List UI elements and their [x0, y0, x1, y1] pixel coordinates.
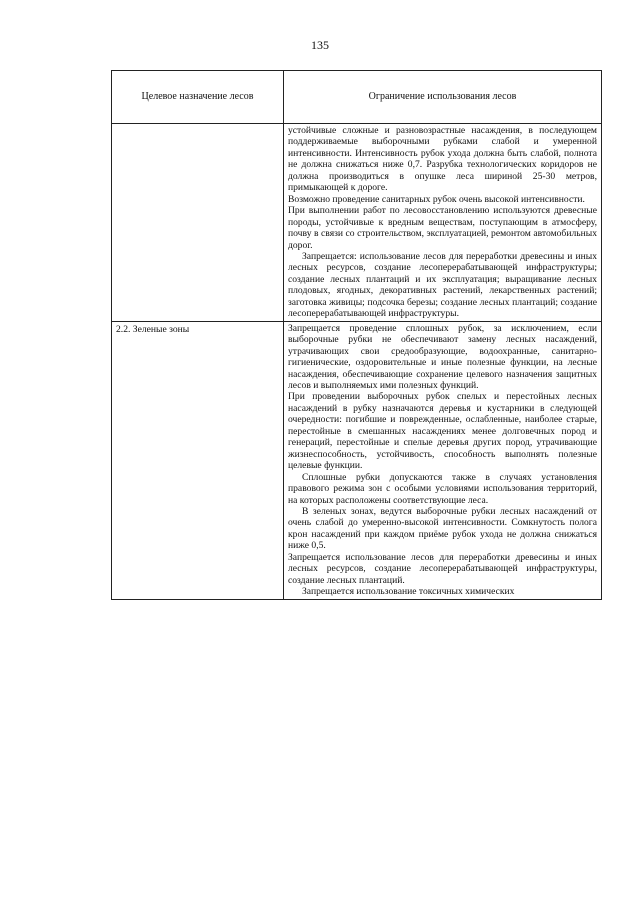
table-row	[112, 321, 602, 599]
forest-restrictions-table	[111, 70, 602, 600]
header-restriction: Ограничение использования лесов	[284, 71, 602, 124]
table-row	[112, 124, 602, 322]
restriction-paragraph: Запрещается: использование лесов для переработки древесины и иных лесных ресурсов, создание лесоперерабатывающей инфраструктуры; создание лесных плантаций и их эксплуатация; выращивание лесных плодовых, ягодных, декоративных растений, лекарственных растений; заготовка живицы; подсочка березы; создание лесных плантаций; создание лесоперерабатывающей инфраструктуры.	[288, 250, 597, 320]
table-header-row	[112, 71, 602, 124]
restriction-cell	[284, 321, 602, 599]
zone-name	[112, 124, 283, 128]
restriction-paragraph: Запрещается использование лесов для переработки древесины и иных лесных ресурсов, создание лесоперерабатывающей инфраструктуры, создание лесных плантаций.	[288, 551, 597, 586]
restriction-paragraph: Запрещается проведение сплошных рубок, за исключением, если выборочные рубки не обеспечивают замену лесных насаждений, утрачивающих свои средообразующие, водоохранные, санитарно-гигиенические, оздоровительные и иные полезные функции, на лесные насаждения, обеспечивающие сохранение целевого назначения защитных лесов и выполняемых ими полезных функций.	[288, 322, 597, 391]
page-number: 135	[311, 38, 329, 52]
zone-cell	[112, 124, 284, 322]
restriction-paragraph: Запрещается использование токсичных химических	[302, 586, 515, 598]
restriction-cell	[284, 124, 602, 322]
restriction-paragraph: Сплошные рубки допускаются также в случаях установления правового режима зон с особыми условиями использования территорий, на которых расположены соответствующие леса.	[288, 471, 597, 506]
restriction-paragraph: Возможно проведение санитарных рубок очень высокой интенсивности.	[288, 193, 585, 205]
restriction-paragraph: При выполнении работ по лесовосстановлению используются древесные породы, устойчивые к вредным веществам, поступающим в атмосферу, почву в связи со строительством, эксплуатацией, ремонтом автомобильных дорог.	[288, 205, 597, 251]
header-purpose: Целевое назначение лесов	[112, 71, 284, 124]
restriction-paragraph: При проведении выборочных рубок спелых и перестойных лесных насаждений в рубку назначаются деревья и кустарники в следующей очередности: погибшие и поврежденные, ослабленные, наиболее старые, перестойные в смешанных насаждениях менее долговечных пород и генераций, перестойные и спелые деревья других пород, утрачивающие жизнеспособность, устойчивость, способность выполнять полезные целевые функции.	[288, 391, 597, 472]
restriction-paragraph: В зеленых зонах, ведутся выборочные рубки лесных насаждений от очень слабой до умеренно-высокой интенсивности. Сомкнутость полога крон насаждений при каждом приёме рубок ухода не должна снижаться ниже 0,5.	[288, 505, 597, 552]
restriction-paragraph: устойчивые сложные и разновозрастные насаждения, в последующем поддерживаемые выборочными рубками слабой и умеренной интенсивности. Интенсивность рубок ухода должна быть слабой, полнота не должна снижаться ниже 0,7. Разрубка технологических коридоров не должна производиться в опушке леса шириной 25-30 метров, примыкающей к дороге.	[288, 125, 597, 194]
zone-cell	[112, 321, 284, 599]
zone-name: 2.2. Зеленые зоны	[116, 323, 190, 335]
